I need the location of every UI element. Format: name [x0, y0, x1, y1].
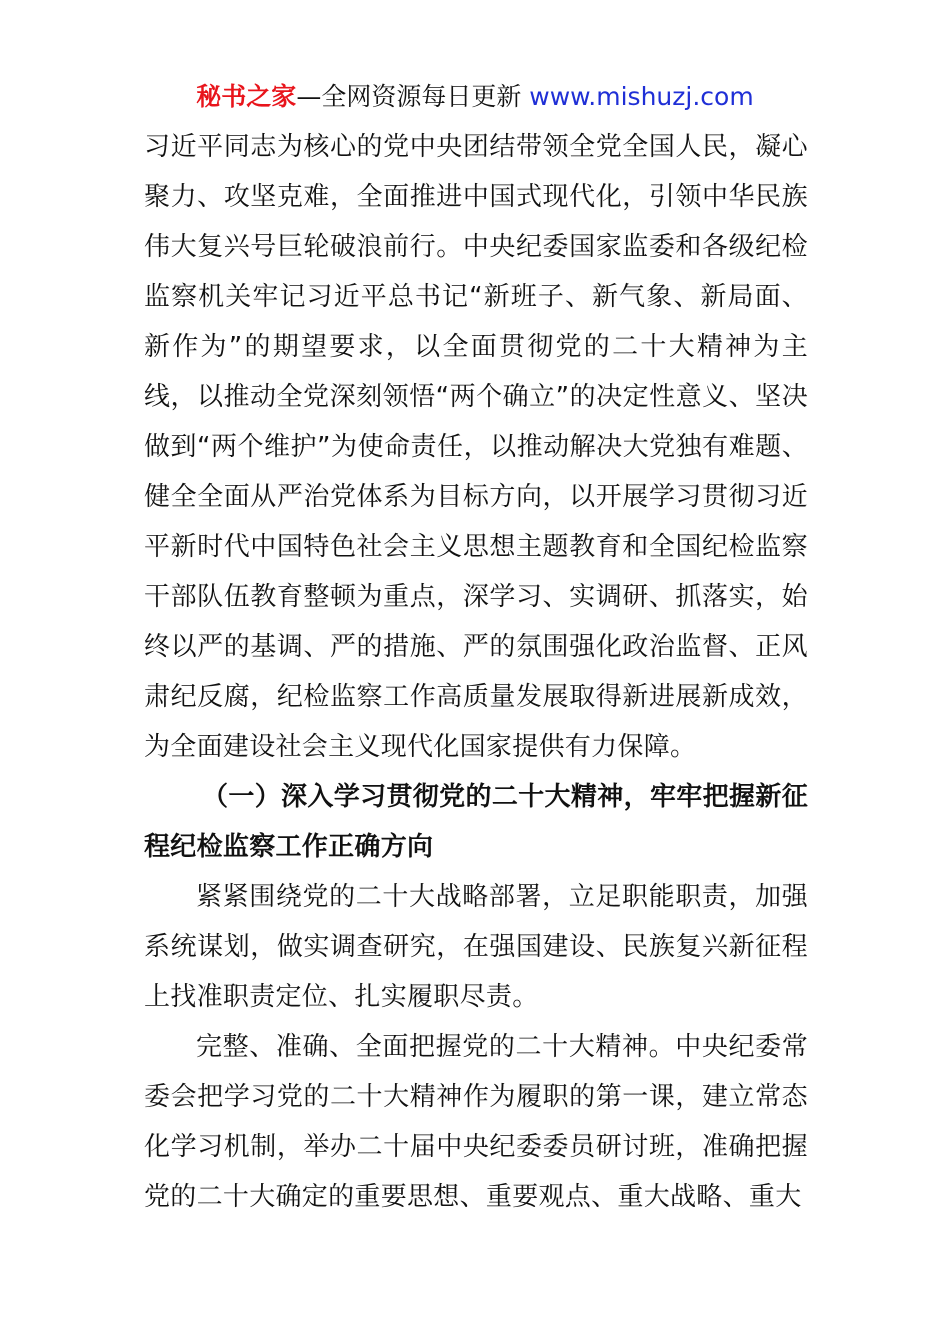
- brand-name: 秘书之家: [196, 82, 297, 111]
- body-paragraph: 紧紧围绕党的二十大战略部署，立足职能职责，加强系统谋划，做实调查研究，在强国建设、民族复兴新征程上找准职责定位、扎实履职尽责。: [144, 882, 808, 1012]
- body-paragraph: 习近平同志为核心的党中央团结带领全党全国人民，凝心聚力、攻坚克难，全面推进中国式现代化，引领中华民族伟大复兴号巨轮破浪前行。中央纪委国家监委和各级纪检监察机关牢记习近平总书记“新班子、新气象、新局面、新作为”的期望要求，以全面贯彻党的二十大精神为主线，以推动全党深刻领悟“两个确立”的决定性意义、坚决做到“两个维护”为使命责任，以推动解决大党独有难题、健全全面从严治党体系为目标方向，以开展学习贯彻习近平新时代中国特色社会主义思想主题教育和全国纪检监察干部队伍教育整顿为重点，深学习、实调研、抓落实，始终以严的基调、严的措施、严的氛围强化政治监督、正风肃纪反腐，纪检监察工作高质量发展取得新进展新成效，为全面建设社会主义现代化国家提供有力保障。: [144, 132, 808, 762]
- section-heading: （一）深入学习贯彻党的二十大精神，牢牢把握新征程纪检监察工作正确方向: [144, 782, 808, 862]
- site-url-link[interactable]: www.mishuzj.com: [529, 82, 754, 111]
- document-body: [144, 122, 808, 1222]
- header-tagline: —全网资源每日更新: [296, 82, 530, 111]
- body-paragraph: 完整、准确、全面把握党的二十大精神。中央纪委常委会把学习党的二十大精神作为履职的第一课，建立常态化学习机制，举办二十届中央纪委委员研讨班，准确把握党的二十大确定的重要思想、重要观点、重大战略、重大: [144, 1032, 808, 1212]
- page-header: [0, 80, 950, 114]
